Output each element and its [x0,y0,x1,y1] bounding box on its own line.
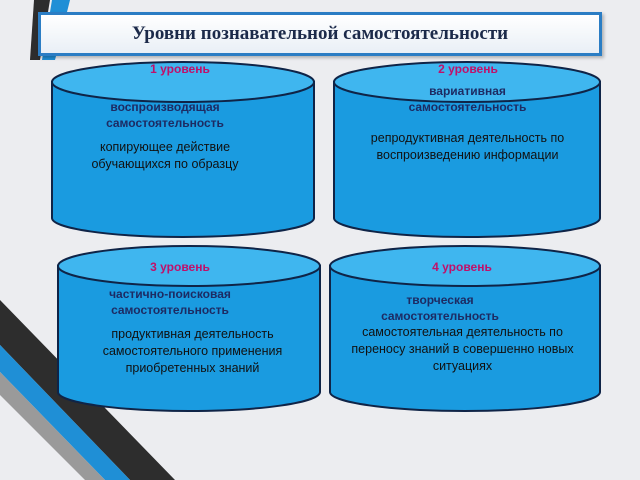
level-4-description: самостоятельная деятельность по переносу знаний в совершенно новых ситуациях [351,325,574,373]
level-3-type: частично-поисковая самостоятельность [109,287,231,317]
level-4-type: творческая самостоятельность [381,293,499,323]
level-1-label: 1 уровень [150,62,210,76]
level-1-type: воспроизводящая самостоятельность [106,100,224,130]
level-3-label: 3 уровень [150,260,210,274]
level-2-type: вариативная самостоятельность [408,84,527,114]
level-2-label: 2 уровень [438,62,498,76]
level-1-description: копирующее действие обучающихся по образцу [91,140,239,171]
level-3-description: продуктивная деятельность самостоятельного применения приобретенных знаний [102,327,283,375]
level-4-label: 4 уровень [432,260,492,274]
level-2-description: репродуктивная деятельность по воспроизведению информации [370,131,565,162]
page-title: Уровни познавательной самостоятельности [131,23,509,44]
